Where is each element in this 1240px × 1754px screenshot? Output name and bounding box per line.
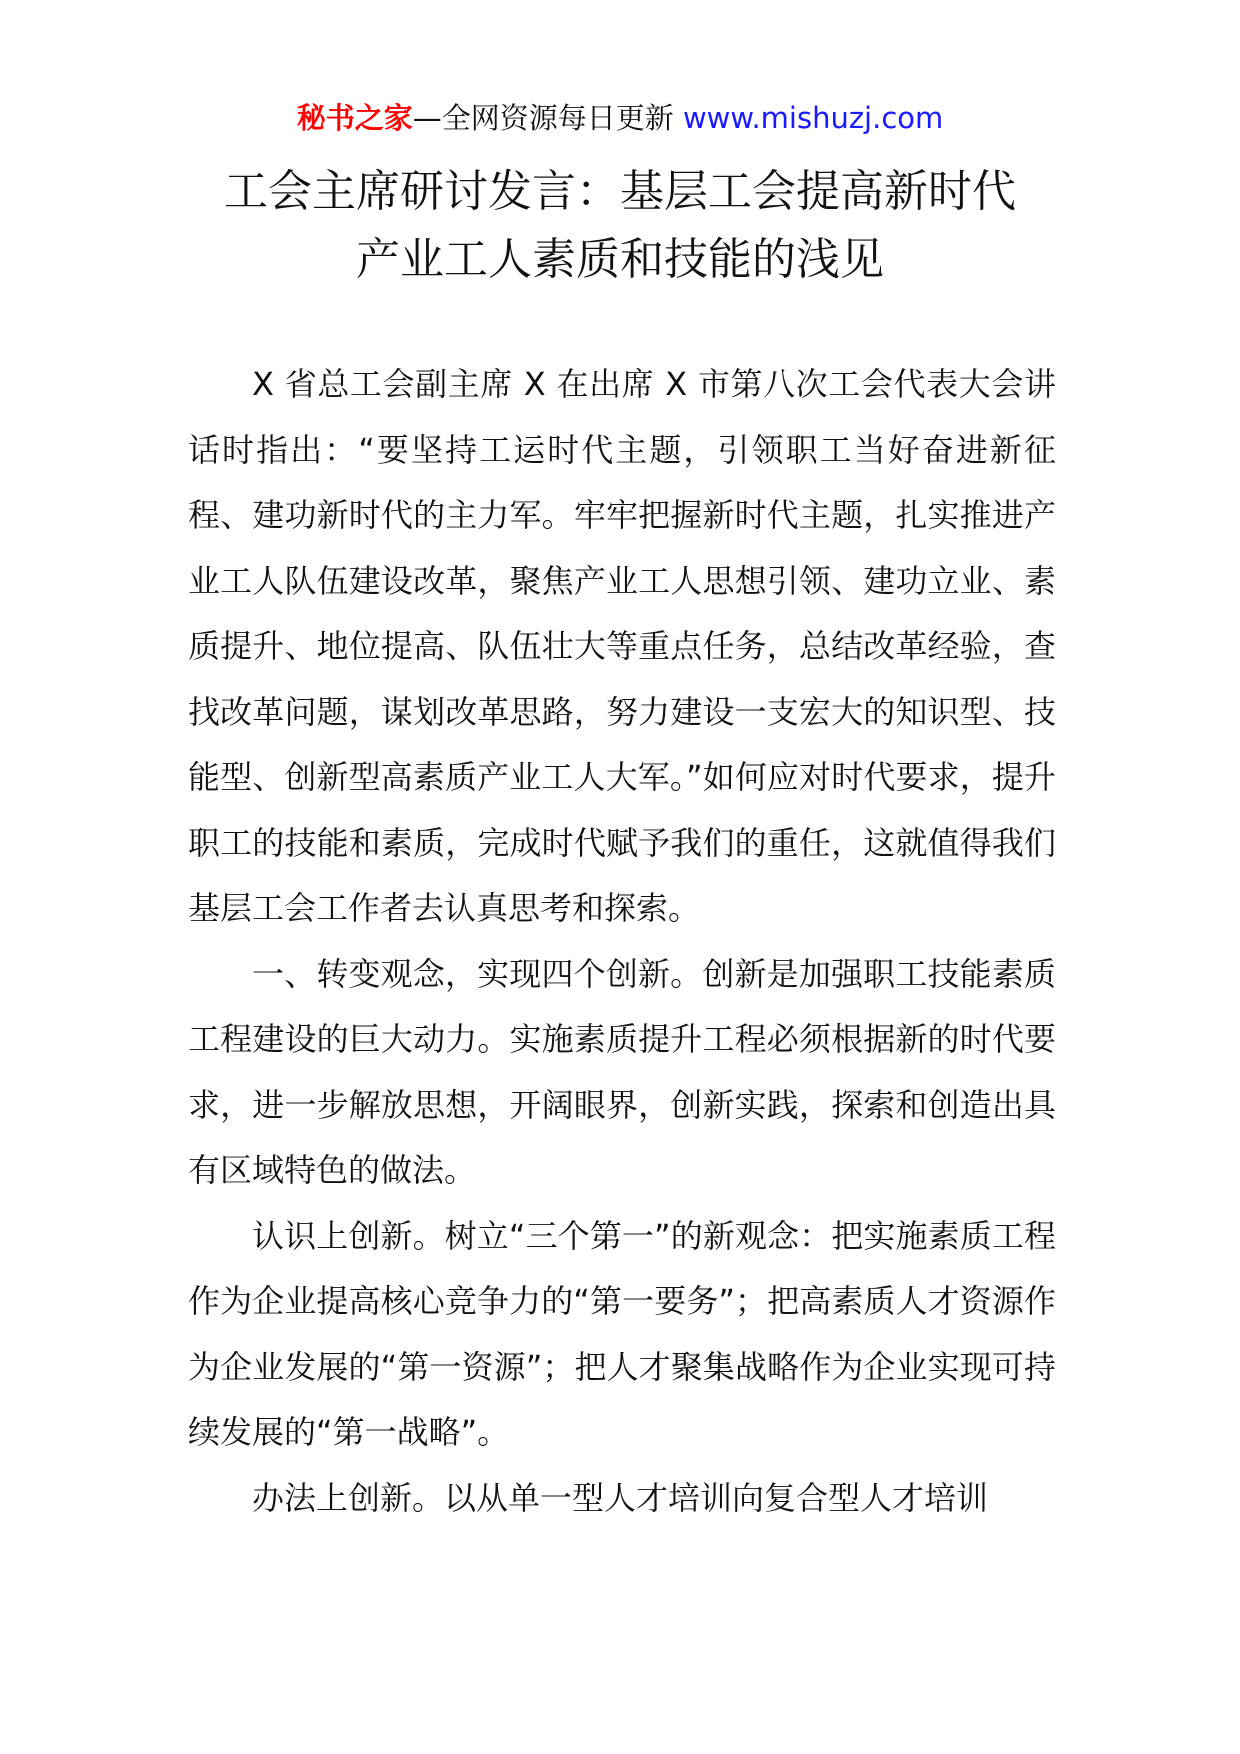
title-line-2: 产业工人素质和技能的浅见 [356,234,884,285]
paragraph-cognition-innovation: 认识上创新。树立“三个第一”的新观念：把实施素质工程作为企业提高核心竞争力的“第一要务”；把高素质人才资源作为企业发展的“第一资源”；把人才聚集战略作为企业实现可持续发展的“第一战略”。 [188,1216,1056,1451]
site-brand: 秘书之家 [296,101,413,135]
site-tagline: —全网资源每日更新 [412,101,674,135]
paragraph-section-1: 一、转变观念，实现四个创新。创新是加强职工技能素质工程建设的巨大动力。实施素质提升工程必须根据新的时代要求，进一步解放思想，开阔眼界，创新实践，探索和创造出具有区域特色的做法。 [188,954,1056,1189]
paragraph-method-innovation: 办法上创新。以从单一型人才培训向复合型人才培训 [252,1478,989,1517]
document-title [0,158,1240,294]
site-header [0,98,1240,138]
paragraph-intro: X 省总工会副主席 X 在出席 X 市第八次工会代表大会讲话时指出：“要坚持工运时代主题，引领职工当好奋进新征程、建功新时代的主力军。牢牢把握新时代主题，扎实推进产业工人队伍建设改革，聚焦产业工人思想引领、建功立业、素质提升、地位提高、队伍壮大等重点任务，总结改革经验，查找改革问题，谋划改革思路，努力建设一支宏大的知识型、技能型、创新型高素质产业工人大军。”如何应对时代要求，提升职工的技能和素质，完成时代赋予我们的重任，这就值得我们基层工会工作者去认真思考和探索。 [188,365,1056,927]
site-url-link[interactable]: www.mishuzj.com [682,101,944,135]
title-line-1: 工会主席研讨发言：基层工会提高新时代 [224,166,1016,217]
document-body [188,352,1056,1531]
